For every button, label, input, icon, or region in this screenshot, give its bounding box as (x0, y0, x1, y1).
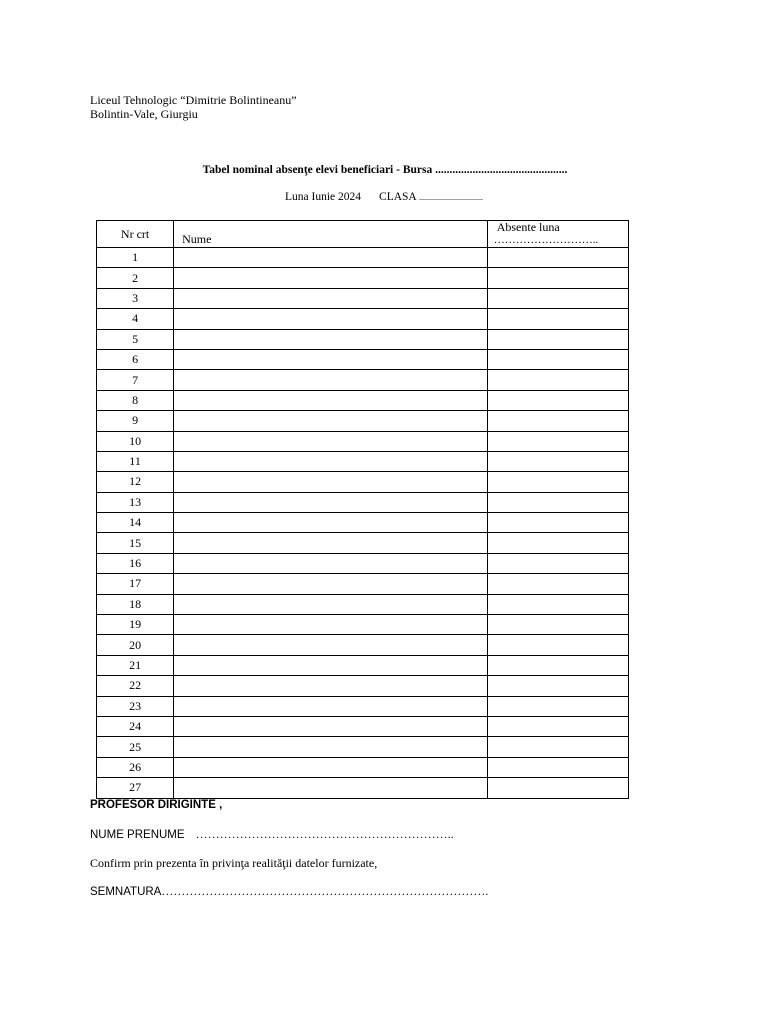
signature-dots: ………………………………………………………………………. (161, 884, 489, 898)
name-cell[interactable] (174, 757, 488, 777)
absences-cell[interactable] (487, 411, 628, 431)
name-cell[interactable] (174, 288, 488, 308)
table-row (97, 329, 629, 349)
row-number: 11 (97, 451, 174, 471)
row-number: 13 (97, 492, 174, 512)
row-number: 18 (97, 594, 174, 614)
absences-cell[interactable] (487, 248, 628, 268)
absences-cell[interactable] (487, 533, 628, 553)
document-title-text: Tabel nominal absenţe elevi beneficiari - Bursa .............................................. (202, 164, 568, 176)
absences-cell[interactable] (487, 309, 628, 329)
table-row (97, 451, 629, 471)
table-row (97, 411, 629, 431)
absences-cell[interactable] (487, 329, 628, 349)
table-header-row (97, 221, 629, 248)
attendance-table (96, 220, 629, 799)
absences-cell[interactable] (487, 778, 628, 798)
name-cell[interactable] (174, 574, 488, 594)
absences-cell[interactable] (487, 676, 628, 696)
row-number: 9 (97, 411, 174, 431)
name-cell[interactable] (174, 635, 488, 655)
header-nume: Nume (174, 221, 488, 248)
class-label: CLASA (379, 191, 417, 203)
name-cell[interactable] (174, 676, 488, 696)
table-row (97, 574, 629, 594)
name-cell[interactable] (174, 778, 488, 798)
table-row (97, 431, 629, 451)
name-cell[interactable] (174, 329, 488, 349)
row-number: 2 (97, 268, 174, 288)
row-number: 25 (97, 737, 174, 757)
name-cell[interactable] (174, 492, 488, 512)
table-row (97, 390, 629, 410)
table-row (97, 696, 629, 716)
name-cell[interactable] (174, 431, 488, 451)
absences-cell[interactable] (487, 655, 628, 675)
absences-cell[interactable] (487, 574, 628, 594)
table-row (97, 737, 629, 757)
name-cell[interactable] (174, 737, 488, 757)
table-row (97, 676, 629, 696)
school-header (90, 93, 297, 121)
name-label: NUME PRENUME (90, 829, 185, 841)
absences-cell[interactable] (487, 716, 628, 736)
row-number: 15 (97, 533, 174, 553)
absences-cell[interactable] (487, 472, 628, 492)
row-number: 12 (97, 472, 174, 492)
row-number: 22 (97, 676, 174, 696)
row-number: 16 (97, 553, 174, 573)
table-row (97, 472, 629, 492)
table-body (97, 248, 629, 799)
absences-cell[interactable] (487, 737, 628, 757)
table-row (97, 288, 629, 308)
row-number: 20 (97, 635, 174, 655)
absences-cell[interactable] (487, 615, 628, 635)
signature-label: SEMNATURA (90, 886, 162, 898)
teacher-label: PROFESOR DIRIGINTE , (90, 799, 223, 811)
name-cell[interactable] (174, 309, 488, 329)
absences-cell[interactable] (487, 594, 628, 614)
absences-cell[interactable] (487, 513, 628, 533)
table-row (97, 492, 629, 512)
name-cell[interactable] (174, 451, 488, 471)
absences-cell[interactable] (487, 349, 628, 369)
table-row (97, 513, 629, 533)
table-row (97, 268, 629, 288)
table-row (97, 349, 629, 369)
row-number: 1 (97, 248, 174, 268)
name-cell[interactable] (174, 533, 488, 553)
table-row (97, 635, 629, 655)
row-number: 27 (97, 778, 174, 798)
name-dots: ……………………………………………………….. (195, 827, 454, 841)
name-cell[interactable] (174, 553, 488, 573)
name-cell[interactable] (174, 248, 488, 268)
name-cell[interactable] (174, 411, 488, 431)
confirm-text: Confirm prin prezenta în privinţa realităţii datelor furnizate, (90, 856, 378, 870)
name-cell[interactable] (174, 594, 488, 614)
absences-cell[interactable] (487, 635, 628, 655)
table-row (97, 370, 629, 390)
row-number: 5 (97, 329, 174, 349)
name-cell[interactable] (174, 349, 488, 369)
absences-cell[interactable] (487, 757, 628, 777)
row-number: 17 (97, 574, 174, 594)
row-number: 24 (97, 716, 174, 736)
row-number: 21 (97, 655, 174, 675)
absences-cell[interactable] (487, 492, 628, 512)
table-row (97, 778, 629, 798)
absences-cell[interactable] (487, 553, 628, 573)
table-row (97, 716, 629, 736)
row-number: 14 (97, 513, 174, 533)
row-number: 3 (97, 288, 174, 308)
table-row (97, 248, 629, 268)
name-cell[interactable] (174, 472, 488, 492)
absences-cell[interactable] (487, 288, 628, 308)
name-cell[interactable] (174, 513, 488, 533)
name-cell[interactable] (174, 696, 488, 716)
header-nr-crt: Nr crt (97, 221, 174, 248)
absences-cell[interactable] (487, 268, 628, 288)
row-number: 7 (97, 370, 174, 390)
name-line (90, 827, 454, 842)
name-cell[interactable] (174, 615, 488, 635)
header-absente: Absente luna ……………………….. (487, 221, 628, 248)
name-cell[interactable] (174, 655, 488, 675)
month-label: Luna Iunie 2024 (285, 191, 362, 203)
absences-cell[interactable] (487, 431, 628, 451)
document-title (0, 164, 768, 176)
document-subtitle (0, 191, 768, 203)
absences-cell[interactable] (487, 370, 628, 390)
absences-cell[interactable] (487, 451, 628, 471)
signature-line (90, 884, 488, 899)
class-dots: ................................ (418, 193, 483, 202)
table-row (97, 615, 629, 635)
name-cell[interactable] (174, 268, 488, 288)
row-number: 19 (97, 615, 174, 635)
school-name: Liceul Tehnologic “Dimitrie Bolintineanu” (90, 93, 297, 107)
table-row (97, 655, 629, 675)
row-number: 6 (97, 349, 174, 369)
table-row (97, 533, 629, 553)
absences-cell[interactable] (487, 696, 628, 716)
table-row (97, 757, 629, 777)
name-cell[interactable] (174, 370, 488, 390)
row-number: 10 (97, 431, 174, 451)
table-row (97, 594, 629, 614)
absences-cell[interactable] (487, 390, 628, 410)
school-location: Bolintin-Vale, Giurgiu (90, 107, 198, 121)
row-number: 26 (97, 757, 174, 777)
row-number: 23 (97, 696, 174, 716)
table-row (97, 309, 629, 329)
name-cell[interactable] (174, 716, 488, 736)
row-number: 4 (97, 309, 174, 329)
name-cell[interactable] (174, 390, 488, 410)
row-number: 8 (97, 390, 174, 410)
table-row (97, 553, 629, 573)
